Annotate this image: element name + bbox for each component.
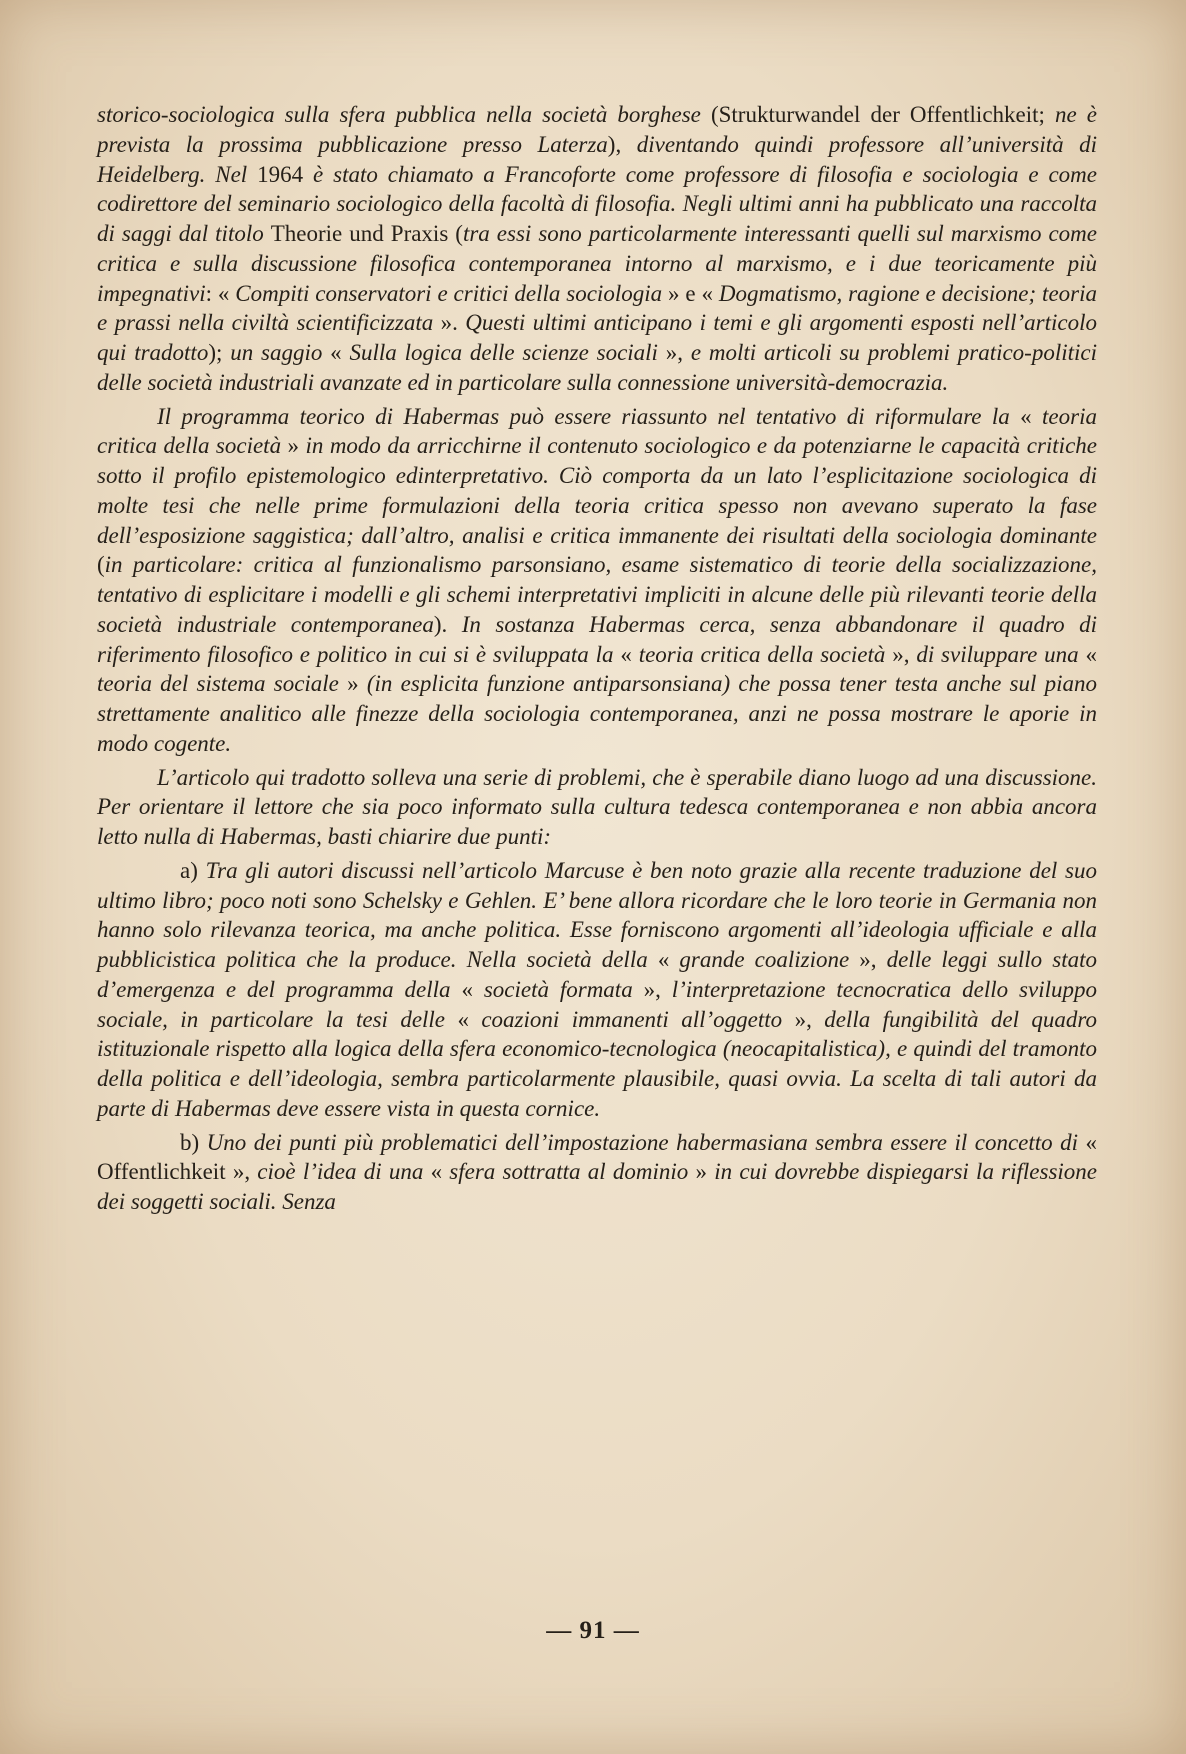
paragraph-program: Il programma teorico di Habermas può essere riassunto nel tentativo di riformulare la « teoria critica della società » in modo da arricchirne il contenuto sociologico e da potenziarne le capacità critiche sotto il profilo epistemologico edinterpretativo. Ciò comporta da un lato l’esplicitazione sociologica di molte tesi che nelle prime formulazioni della teoria critica spesso non avevano superato la fase dell’esposizione saggistica; dall’altro, analisi e critica immanente dei risultati della sociologia dominante (in particolare: critica al funzionalismo parsonsiano, esame sistematico di teorie della socializzazione, tentativo di esplicitare i modelli e gli schemi interpretativi impliciti in alcune delle più rilevanti teorie della società industriale contemporanea). In sostanza Habermas cerca, senza abbandonare il quadro di riferimento filosofico e politico in cui si è sviluppata la « teoria critica della società », di sviluppare una « teoria del sistema sociale » (in esplicita funzione antiparsonsiana) che possa tener testa anche sul piano strettamente analitico alle finezze della sociologia contemporanea, anzi ne possa mostrare le aporie in modo cogente. — [97, 403, 1098, 756]
paragraph-point-a: a) Tra gli autori discussi nell’articolo Marcuse è ben noto grazie alla recente traduzione del suo ultimo libro; poco noti sono Schelsky e Gehlen. E’ bene allora ricordare che le loro teorie in Germania non hanno solo rilevanza teorica, ma anche politica. Esse forniscono argomenti all’ideologia ufficiale e alla pubblicistica politica che la produce. Nella società della « grande coalizione », delle leggi sullo stato d’emergenza e del programma della « società formata », l’interpretazione tecnocratica dello sviluppo sociale, in particolare la tesi delle « coazioni immanenti all’oggetto », della fungibilità del quadro istituzionale rispetto alla logica della sfera economico-tecnologica (neocapitalistica), e quindi del tramonto della politica e dell’ideologia, sembra particolarmente plausibile, quasi ovvia. La scelta di tali autori da parte di Habermas deve essere vista in questa cornice. — [97, 857, 1098, 1121]
page-number: — 91 — — [546, 1617, 640, 1644]
paragraph-point-b: b) Uno dei punti più problematici dell’impostazione habermasiana sembra essere il concetto di « Offentlichkeit », cioè l’idea di una « sfera sottratta al dominio » in cui dovrebbe dispiegarsi la riflessione dei soggetti sociali. Senza — [97, 1129, 1097, 1214]
paragraph-article-intro: L’articolo qui tradotto solleva una serie di problemi, che è sperabile diano luogo ad una discussione. Per orientare il lettore che sia poco informato sulla cultura tedesca contemporanea e non abbia ancora letto nulla di Habermas, basti chiarire due punti: — [97, 764, 1097, 849]
paragraph-biography: storico-sociologica sulla sfera pubblica nella società borghese (Strukturwandel der Offentlichkeit; ne è prevista la prossima pubblicazione presso Laterza), diventando quindi professore all’università di Heidelberg. Nel 1964 è stato chiamato a Francoforte come professore di filosofia e sociologia e come codirettore del seminario sociologico della facoltà di filosofia. Negli ultimi anni ha pubblicato una raccolta di saggi dal titolo Theorie und Praxis (tra essi sono particolarmente interessanti quelli sul marxismo come critica e sulla discussione filosofica contemporanea intorno al marxismo, e i due teoricamente più impegnativi: « Compiti conservatori e critici della sociologia » e « Dogmatismo, ragione e decisione; teoria e prassi nella civiltà scientificizzata ». Questi ultimi anticipano i temi e gli argomenti esposti nell’articolo qui tradotto); un saggio « Sulla logica delle scienze sociali », e molti articoli su problemi pratico-politici delle società industriali avanzate ed in particolare sulla connessione università-democrazia. — [97, 102, 1098, 395]
body-text — [97, 100, 1097, 1221]
